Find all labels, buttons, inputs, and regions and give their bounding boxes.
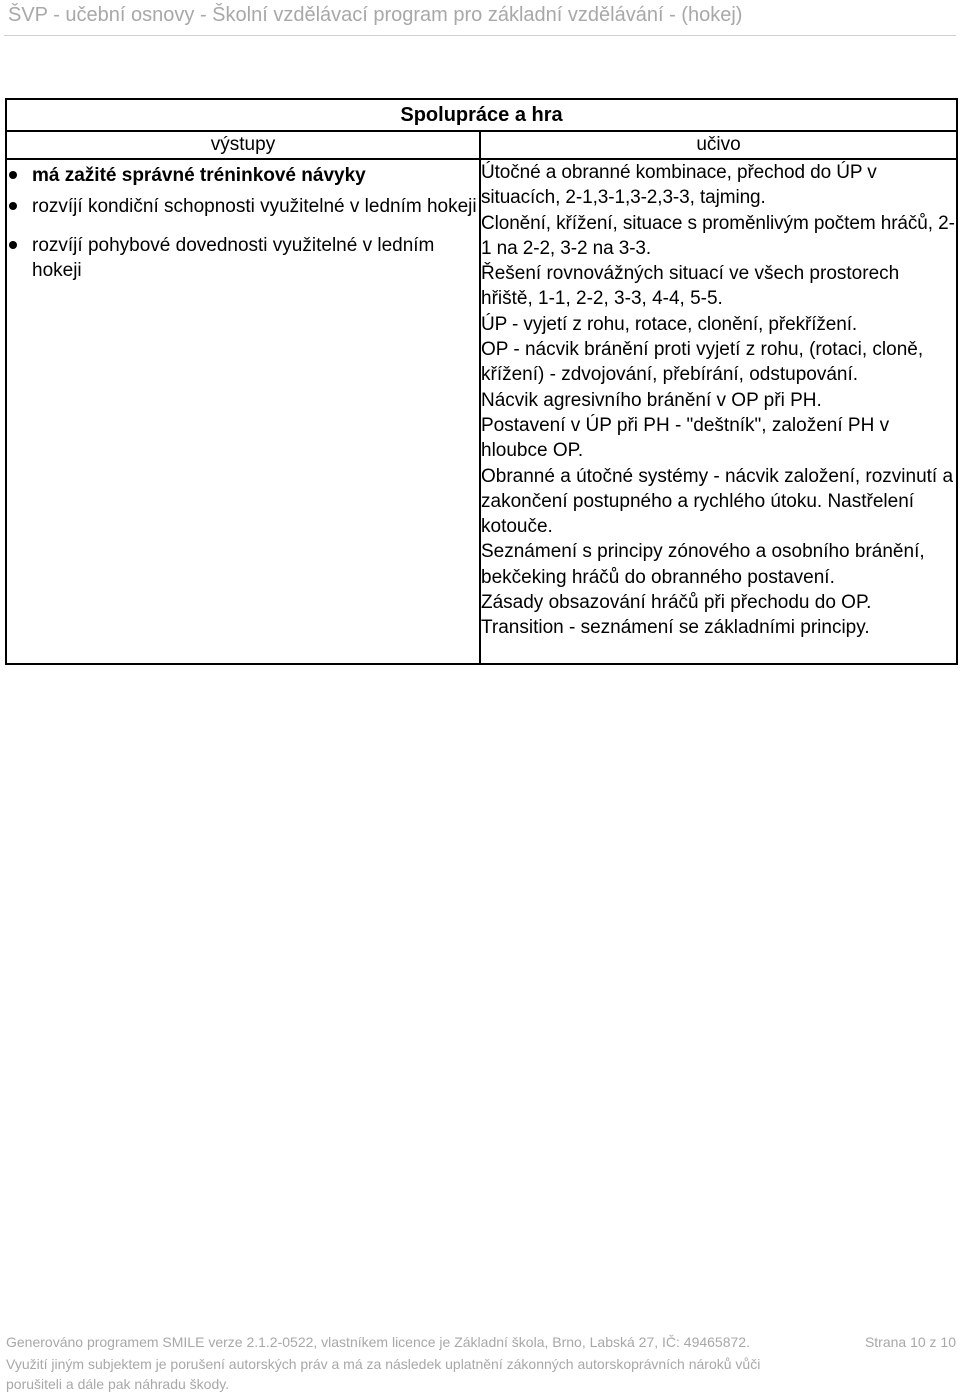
- content-paragraph: Obranné a útočné systémy - nácvik založení, rozvinutí a zakončení postupného a rychlého útoku. Nastřelení kotouče.: [481, 465, 954, 538]
- content-paragraph: Útočné a obranné kombinace, přechod do ÚP v situacích, 2-1,3-1,3-2,3-3, tajming.: [481, 162, 877, 209]
- section-title: Spolupráce a hra: [6, 99, 957, 131]
- section-title-row: [6, 99, 957, 131]
- content-cell: [480, 159, 957, 664]
- bullet-icon: [9, 171, 17, 179]
- bullet-icon: [9, 202, 17, 210]
- footer-copyright-notice: Využití jiným subjektem je porušení autorských práv a má za následek uplatnění zákonných autorskoprávních nároků vůči porušiteli a dále pak náhradu škody.: [6, 1356, 761, 1392]
- column-header-row: [6, 131, 957, 159]
- bullet-icon: [9, 241, 17, 249]
- content-paragraph: Nácvik agresivního bránění v OP při PH.: [481, 389, 822, 411]
- content-paragraph: Seznámení s principy zónového a osobního bránění, bekčeking hráčů do obranného postavení.: [481, 541, 925, 588]
- outcome-text: má zažité správné tréninkové návyky: [32, 165, 366, 186]
- content-paragraph: Zásady obsazování hráčů při přechodu do OP.: [481, 592, 872, 614]
- curriculum-table: [5, 98, 958, 665]
- column-header-content: učivo: [480, 131, 957, 159]
- footer-line: [6, 1330, 956, 1354]
- page-number: Strana 10 z 10: [864, 1334, 956, 1350]
- outcome-text: rozvíjí pohybové dovednosti využitelné v ledním hokeji: [32, 235, 435, 281]
- content-paragraph: Řešení rovnovážných situací ve všech prostorech hřiště, 1-1, 2-2, 3-3, 4-4, 5-5.: [481, 263, 900, 310]
- outcomes-cell: [6, 159, 480, 664]
- outcomes-list: [7, 163, 479, 283]
- list-item: [7, 194, 479, 219]
- content-paragraph: Transition - seznámení se základními principy.: [481, 617, 870, 639]
- document-footer: [6, 1330, 956, 1394]
- list-item: [7, 163, 479, 188]
- header-divider: [4, 35, 956, 36]
- list-item: [7, 233, 479, 283]
- content-paragraph: Postavení v ÚP při PH - "deštník", založení PH v hloubce OP.: [481, 414, 890, 462]
- footer-generated-text: Generováno programem SMILE verze 2.1.2-0522, vlastníkem licence je Základní škola, Brno, Labská 27, IČ: 49465872.: [6, 1334, 750, 1350]
- content-paragraph: OP - nácvik bránění proti vyjetí z rohu, (rotaci, cloně, křížení) - zdvojování, přebírání, odstupování.: [481, 339, 924, 386]
- content-paragraph: ÚP - vyjetí z rohu, rotace, clonění, překřížení.: [481, 313, 858, 335]
- outcome-text: rozvíjí kondiční schopnosti využitelné v ledním hokeji: [32, 196, 477, 217]
- content-paragraph: Clonění, křížení, situace s proměnlivým počtem hráčů, 2-1 na 2-2, 3-2 na 3-3.: [481, 212, 955, 259]
- table-row: [6, 159, 957, 664]
- document-header-title: ŠVP - učební osnovy - Školní vzdělávací program pro základní vzdělávání - (hokej): [8, 4, 743, 26]
- column-header-outcomes: výstupy: [6, 131, 480, 159]
